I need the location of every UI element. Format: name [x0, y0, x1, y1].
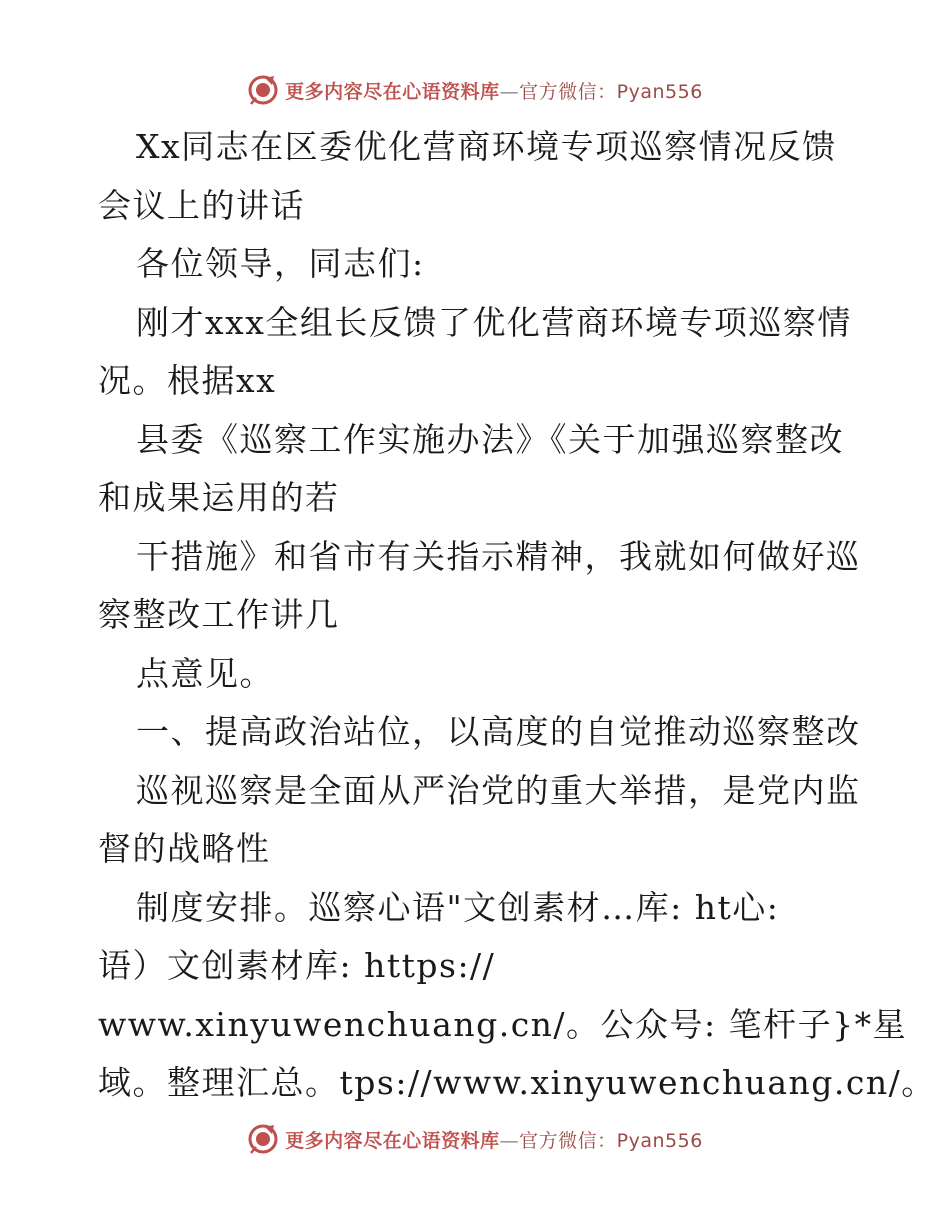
banner-site-text: 更多内容尽在心语资料库	[285, 1129, 500, 1152]
document-line: 点意见。	[136, 653, 274, 693]
document-line: 和成果运用的若	[98, 478, 340, 517]
document-body	[98, 118, 936, 1113]
document-line: 各位领导，同志们:	[136, 244, 425, 283]
document-line: 域。整理汇总。tps://www.xinyuwenchuang.cn/。	[98, 1063, 936, 1102]
header-banner	[0, 70, 950, 110]
document-line: 语）文创素材库: https://	[98, 946, 496, 985]
document-line: Xx同志在区委优化营商环境专项巡察情况反馈	[136, 127, 837, 166]
document-line: 会议上的讲话	[98, 185, 305, 225]
pen-logo-icon	[247, 74, 279, 106]
document-line: 督的战略性	[98, 829, 271, 868]
document-line: www.xinyuwenchuang.cn/。公众号: 笔杆子}*星	[98, 1004, 908, 1044]
banner-wechat-text: 官方微信：Pyan556	[519, 80, 703, 103]
footer-banner	[0, 1119, 950, 1159]
document-line: 察整改工作讲几	[98, 595, 340, 634]
document-line: 县委《巡察工作实施办法》《关于加强巡察整改	[136, 419, 844, 459]
document-line: 干措施》和省市有关指示精神，我就如何做好巡	[136, 536, 861, 576]
document-line: 巡视巡察是全面从严治党的重大举措，是党内监	[136, 770, 861, 810]
pen-logo-icon	[247, 1123, 279, 1155]
banner-dash: —	[499, 80, 520, 103]
banner-text	[285, 77, 703, 104]
document-line: 制度安排。巡察心语"文创素材…库: ht心:	[136, 887, 780, 927]
banner-site-text: 更多内容尽在心语资料库	[285, 80, 500, 103]
document-line: 一、提高政治站位，以高度的自觉推动巡察整改	[136, 712, 861, 751]
banner-dash: —	[499, 1129, 520, 1152]
banner-text	[285, 1126, 703, 1153]
banner-wechat-text: 官方微信：Pyan556	[519, 1129, 703, 1152]
document-line: 况。根据xx	[98, 361, 277, 400]
document-line: 刚才xxx全组长反馈了优化营商环境专项巡察情	[136, 302, 852, 342]
